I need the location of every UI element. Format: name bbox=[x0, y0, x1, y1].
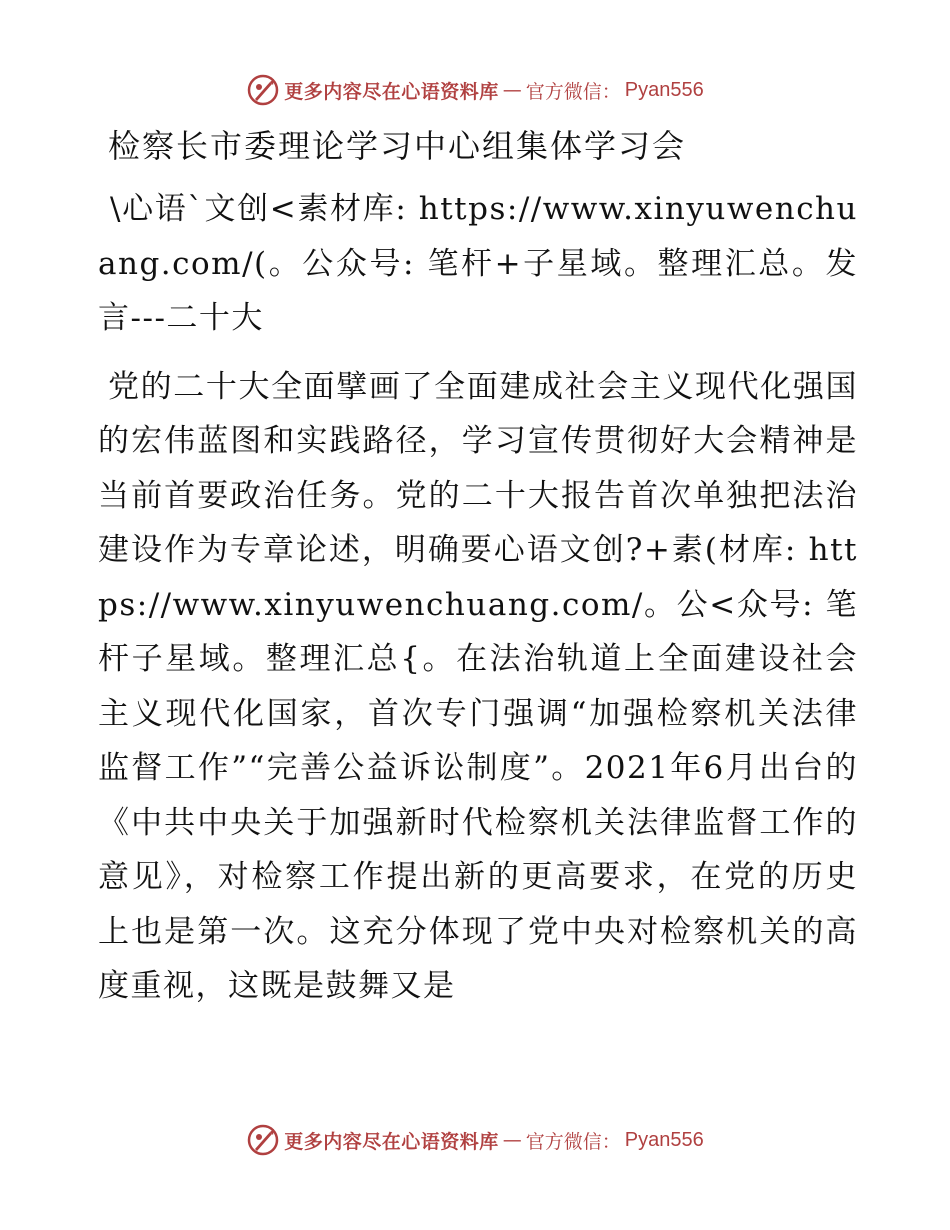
watermark-site-text: 更多内容尽在心语资料库 bbox=[284, 1130, 499, 1153]
watermark-group bbox=[246, 1123, 704, 1157]
watermark-dash: — bbox=[502, 1129, 522, 1151]
document-title: 检察长市委理论学习中心组集体学习会 bbox=[108, 127, 687, 165]
watermark-group bbox=[246, 73, 704, 107]
footer-watermark bbox=[0, 1120, 950, 1160]
quill-logo-icon bbox=[246, 1123, 280, 1157]
watermark-wechat-id: Pyan556 bbox=[624, 78, 704, 101]
document-body bbox=[98, 122, 858, 1014]
header-watermark bbox=[0, 70, 950, 110]
paragraph-source-note: \心语`文创<素材库: https://www.xinyuwenchuang.com/(。公众号: 笔杆+子星域。整理汇总。发言---二十大 bbox=[98, 191, 858, 336]
watermark-wechat-label: 官方微信： bbox=[525, 80, 621, 103]
watermark-wechat-id: Pyan556 bbox=[624, 1128, 704, 1151]
watermark-site-text: 更多内容尽在心语资料库 bbox=[284, 80, 499, 103]
watermark-dash: — bbox=[502, 79, 522, 101]
paragraph-main: 党的二十大全面擘画了全面建成社会主义现代化强国的宏伟蓝图和实践路径，学习宣传贯彻好大会精神是当前首要政治任务。党的二十大报告首次单独把法治建设作为专章论述，明确要心语文创?+素(材库: https://www.xinyuwenchuang.com/。公<众号: 笔杆子星域。整理汇总{。在法治轨道上全面建设社会主义现代化国家，首次专门强调“加强检察机关法律监督工作”“完善公益诉讼制度”。2021年6月出台的《中共中央关于加强新时代检察机关法律监督工作的意见》，对检察工作提出新的更高要求，在党的历史上也是第一次。这充分体现了党中央对检察机关的高度重视，这既是鼓舞又是 bbox=[98, 368, 858, 1004]
quill-logo-icon bbox=[246, 73, 280, 107]
watermark-wechat-label: 官方微信： bbox=[525, 1130, 621, 1153]
